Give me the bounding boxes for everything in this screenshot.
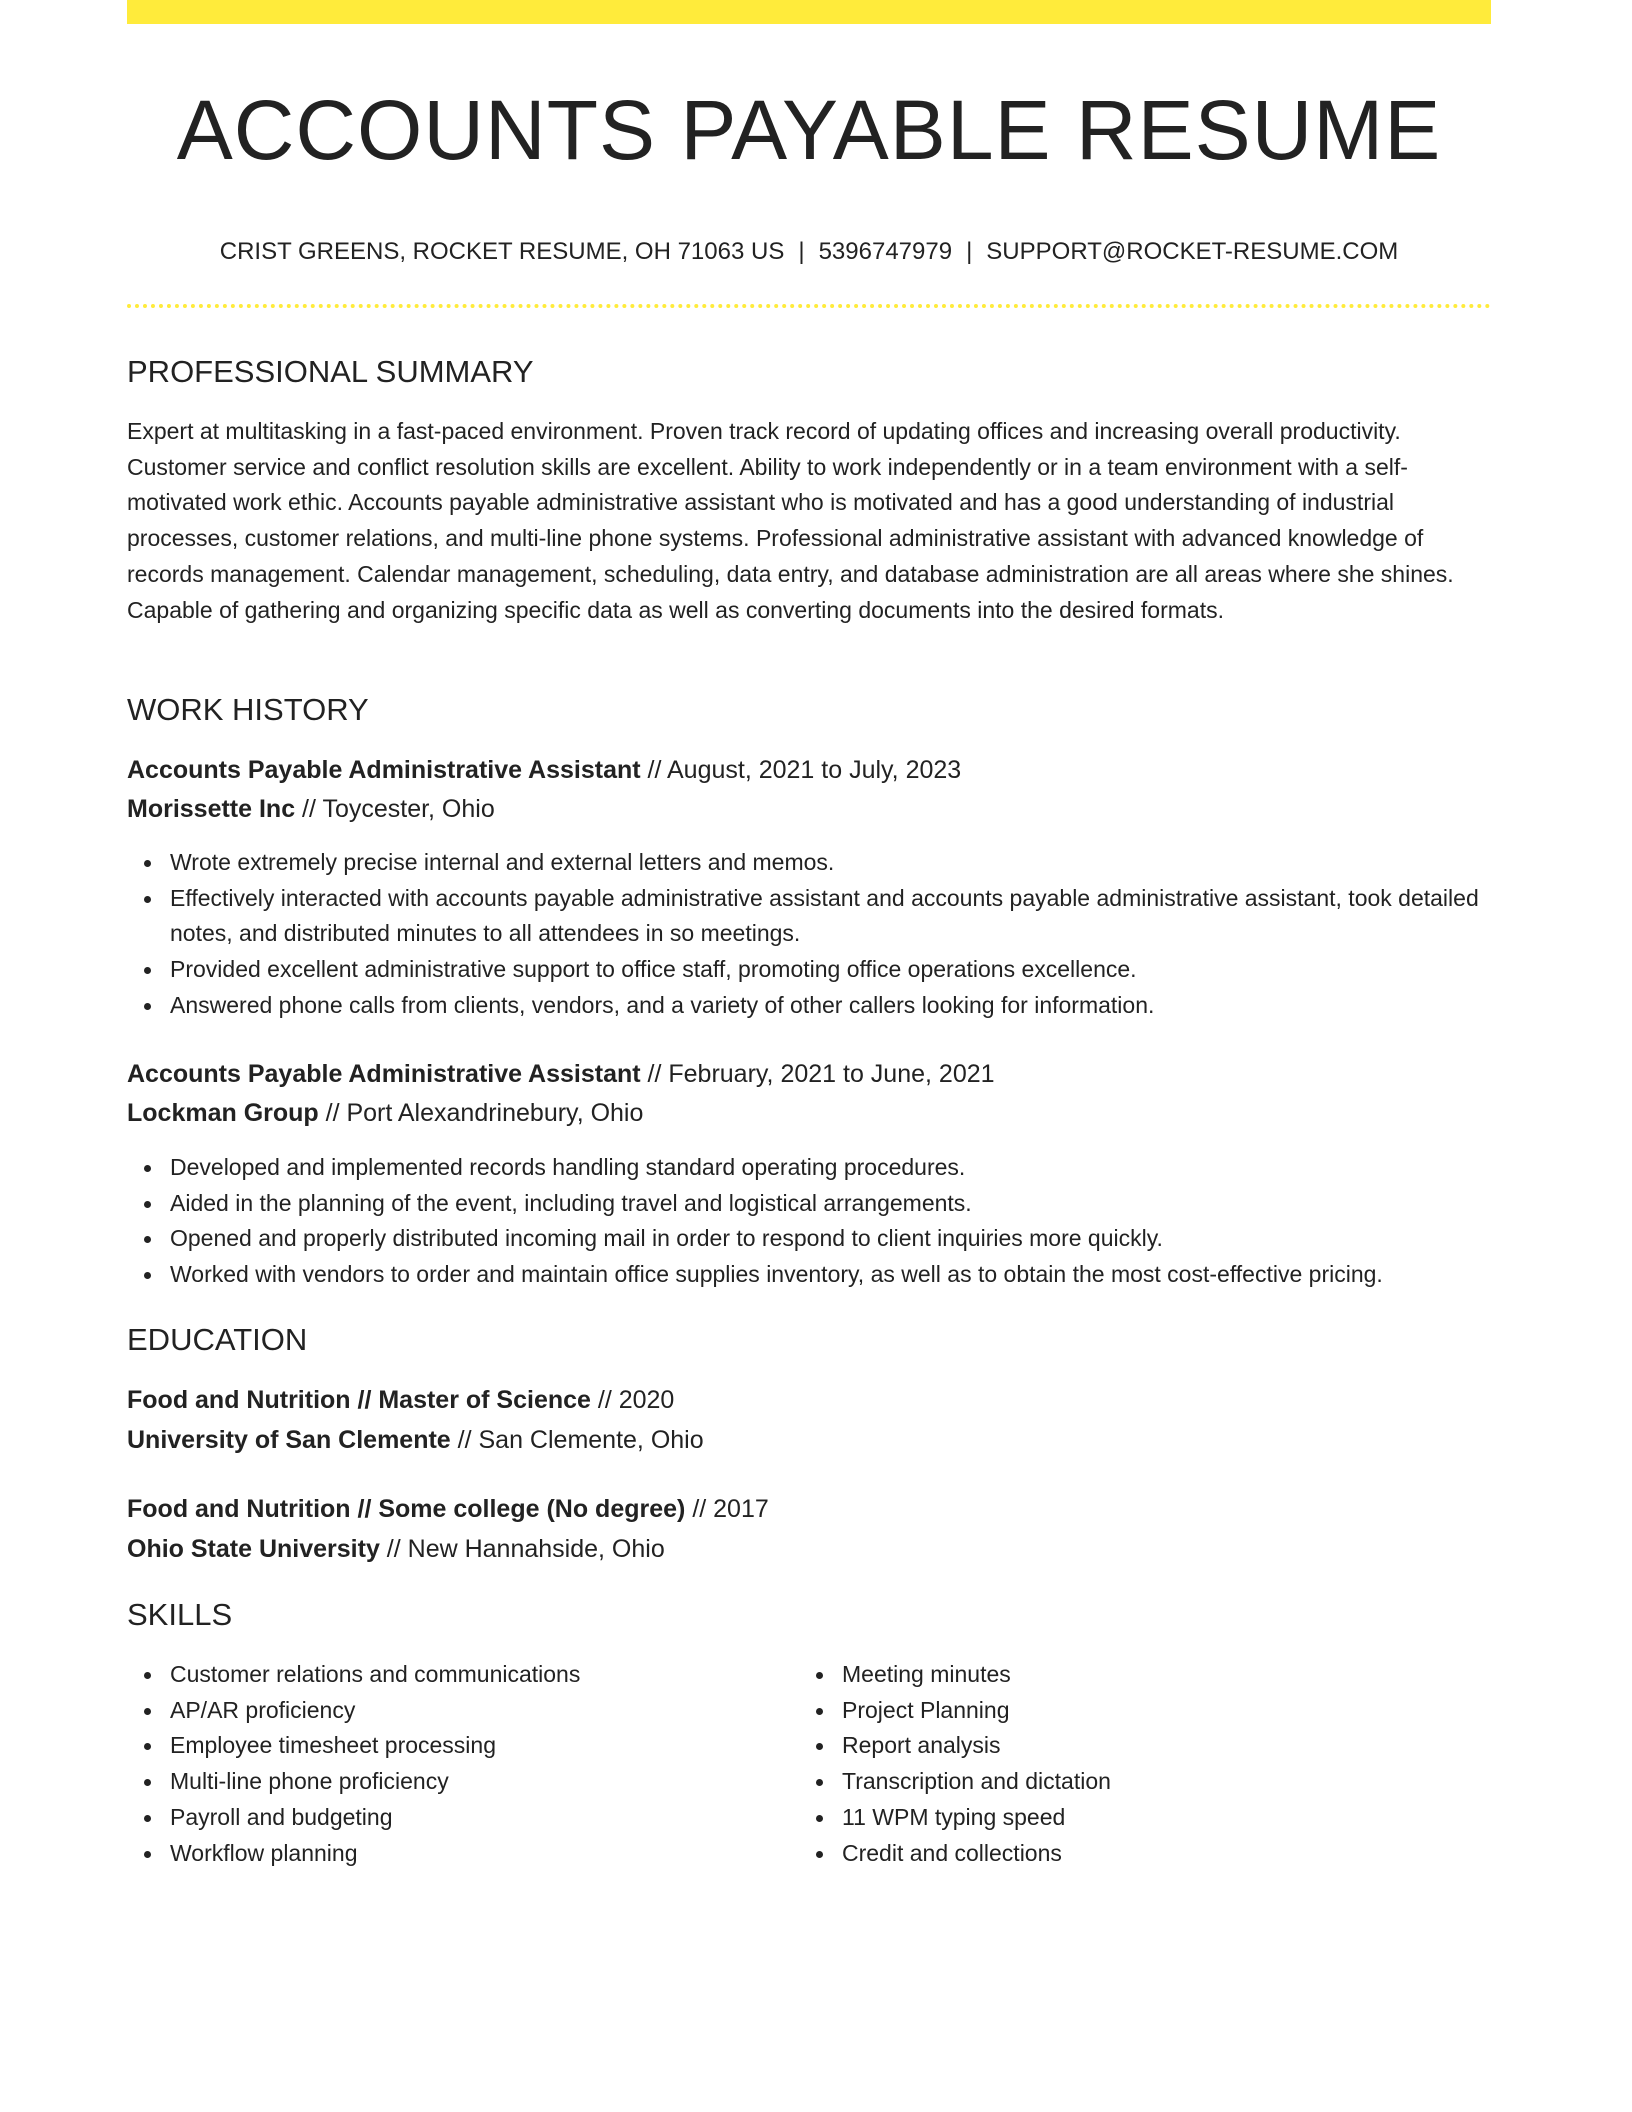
job-title-line bbox=[127, 1057, 995, 1091]
education-school-line bbox=[127, 1423, 704, 1457]
list-item: Provided excellent administrative support to office staff, promoting office operations excellence. bbox=[170, 952, 1491, 988]
education-degree-line bbox=[127, 1383, 674, 1417]
skill-item: Report analysis bbox=[842, 1728, 1632, 1764]
job-bullets bbox=[127, 1150, 1491, 1293]
skill-item: AP/AR proficiency bbox=[170, 1693, 1491, 1729]
education-location: // San Clemente, Ohio bbox=[450, 1426, 704, 1454]
skill-item: Customer relations and communications bbox=[170, 1657, 1491, 1693]
contact-phone: 5396747979 bbox=[818, 238, 953, 265]
contact-email: SUPPORT@ROCKET-RESUME.COM bbox=[986, 238, 1399, 265]
list-item: Wrote extremely precise internal and external letters and memos. bbox=[170, 845, 1491, 881]
list-item: Aided in the planning of the event, including travel and logistical arrangements. bbox=[170, 1186, 1491, 1222]
skill-item: Payroll and budgeting bbox=[170, 1800, 1491, 1836]
dotted-divider bbox=[127, 304, 1491, 308]
education-school-line bbox=[127, 1532, 665, 1566]
education-degree: Food and Nutrition // Master of Science bbox=[127, 1386, 591, 1414]
skill-item: Employee timesheet processing bbox=[170, 1728, 1491, 1764]
skill-item: Credit and collections bbox=[842, 1836, 1632, 1872]
education-school: Ohio State University bbox=[127, 1535, 380, 1563]
skills-list-right bbox=[799, 1657, 1632, 1871]
job-dates: // February, 2021 to June, 2021 bbox=[640, 1060, 995, 1088]
resume-title: ACCOUNTS PAYABLE RESUME bbox=[176, 83, 1442, 177]
top-accent-bar bbox=[127, 0, 1491, 24]
education-degree: Food and Nutrition // Some college (No degree) bbox=[127, 1495, 686, 1523]
job-location: // Toycester, Ohio bbox=[295, 795, 495, 823]
education-degree-line bbox=[127, 1492, 769, 1526]
job-title: Accounts Payable Administrative Assistant bbox=[127, 1060, 641, 1088]
job-location: // Port Alexandrinebury, Ohio bbox=[318, 1099, 644, 1127]
summary-text: Expert at multitasking in a fast-paced environment. Proven track record of updating offices and increasing overall productivity. Customer service and conflict resolution skills are excellent. Ability to work independently or in a team environment with a self-motivated work ethic. Accounts payable administrative assistant who is motivated and has a good understanding of industrial processes, customer relations, and multi-line phone systems. Professional administrative assistant with advanced knowledge of records management. Calendar management, scheduling, data entry, and database administration are all areas where she shines. Capable of gathering and organizing specific data as well as converting documents into the desired formats. bbox=[127, 418, 1454, 623]
job-title: Accounts Payable Administrative Assistant bbox=[127, 756, 641, 784]
list-item: Effectively interacted with accounts payable administrative assistant and accounts payable administrative assistant, took detailed notes, and distributed minutes to all attendees in so meetings. bbox=[170, 881, 1491, 952]
job-bullets bbox=[127, 845, 1491, 1024]
skill-item: Multi-line phone proficiency bbox=[170, 1764, 1491, 1800]
list-item: Worked with vendors to order and maintain office supplies inventory, as well as to obtain the most cost-effective pricing. bbox=[170, 1257, 1491, 1293]
job-company-line bbox=[127, 792, 495, 826]
education-year: // 2020 bbox=[590, 1386, 675, 1414]
skill-item: Project Planning bbox=[842, 1693, 1632, 1729]
education-heading: EDUCATION bbox=[127, 1322, 308, 1357]
skill-item: 11 WPM typing speed bbox=[842, 1800, 1632, 1836]
work-history-heading: WORK HISTORY bbox=[127, 692, 369, 727]
job-dates: // August, 2021 to July, 2023 bbox=[640, 756, 962, 784]
job-title-line bbox=[127, 753, 961, 787]
contact-line bbox=[127, 236, 1491, 268]
list-item: Opened and properly distributed incoming mail in order to respond to client inquiries more quickly. bbox=[170, 1221, 1491, 1257]
skills-heading: SKILLS bbox=[127, 1597, 233, 1632]
skill-item: Workflow planning bbox=[170, 1836, 1491, 1872]
list-item: Developed and implemented records handling standard operating procedures. bbox=[170, 1150, 1491, 1186]
job-company: Lockman Group bbox=[127, 1099, 319, 1127]
contact-separator: | bbox=[966, 238, 973, 265]
list-item: Answered phone calls from clients, vendors, and a variety of other callers looking for information. bbox=[170, 988, 1491, 1024]
education-school: University of San Clemente bbox=[127, 1426, 451, 1454]
skill-item: Transcription and dictation bbox=[842, 1764, 1632, 1800]
contact-address: CRIST GREENS, ROCKET RESUME, OH 71063 US bbox=[219, 238, 785, 265]
education-year: // 2017 bbox=[685, 1495, 769, 1523]
job-company-line bbox=[127, 1096, 643, 1130]
summary-heading: PROFESSIONAL SUMMARY bbox=[127, 354, 534, 389]
contact-separator: | bbox=[798, 238, 805, 265]
education-location: // New Hannahside, Ohio bbox=[379, 1535, 665, 1563]
job-company: Morissette Inc bbox=[127, 795, 296, 823]
skill-item: Meeting minutes bbox=[842, 1657, 1632, 1693]
